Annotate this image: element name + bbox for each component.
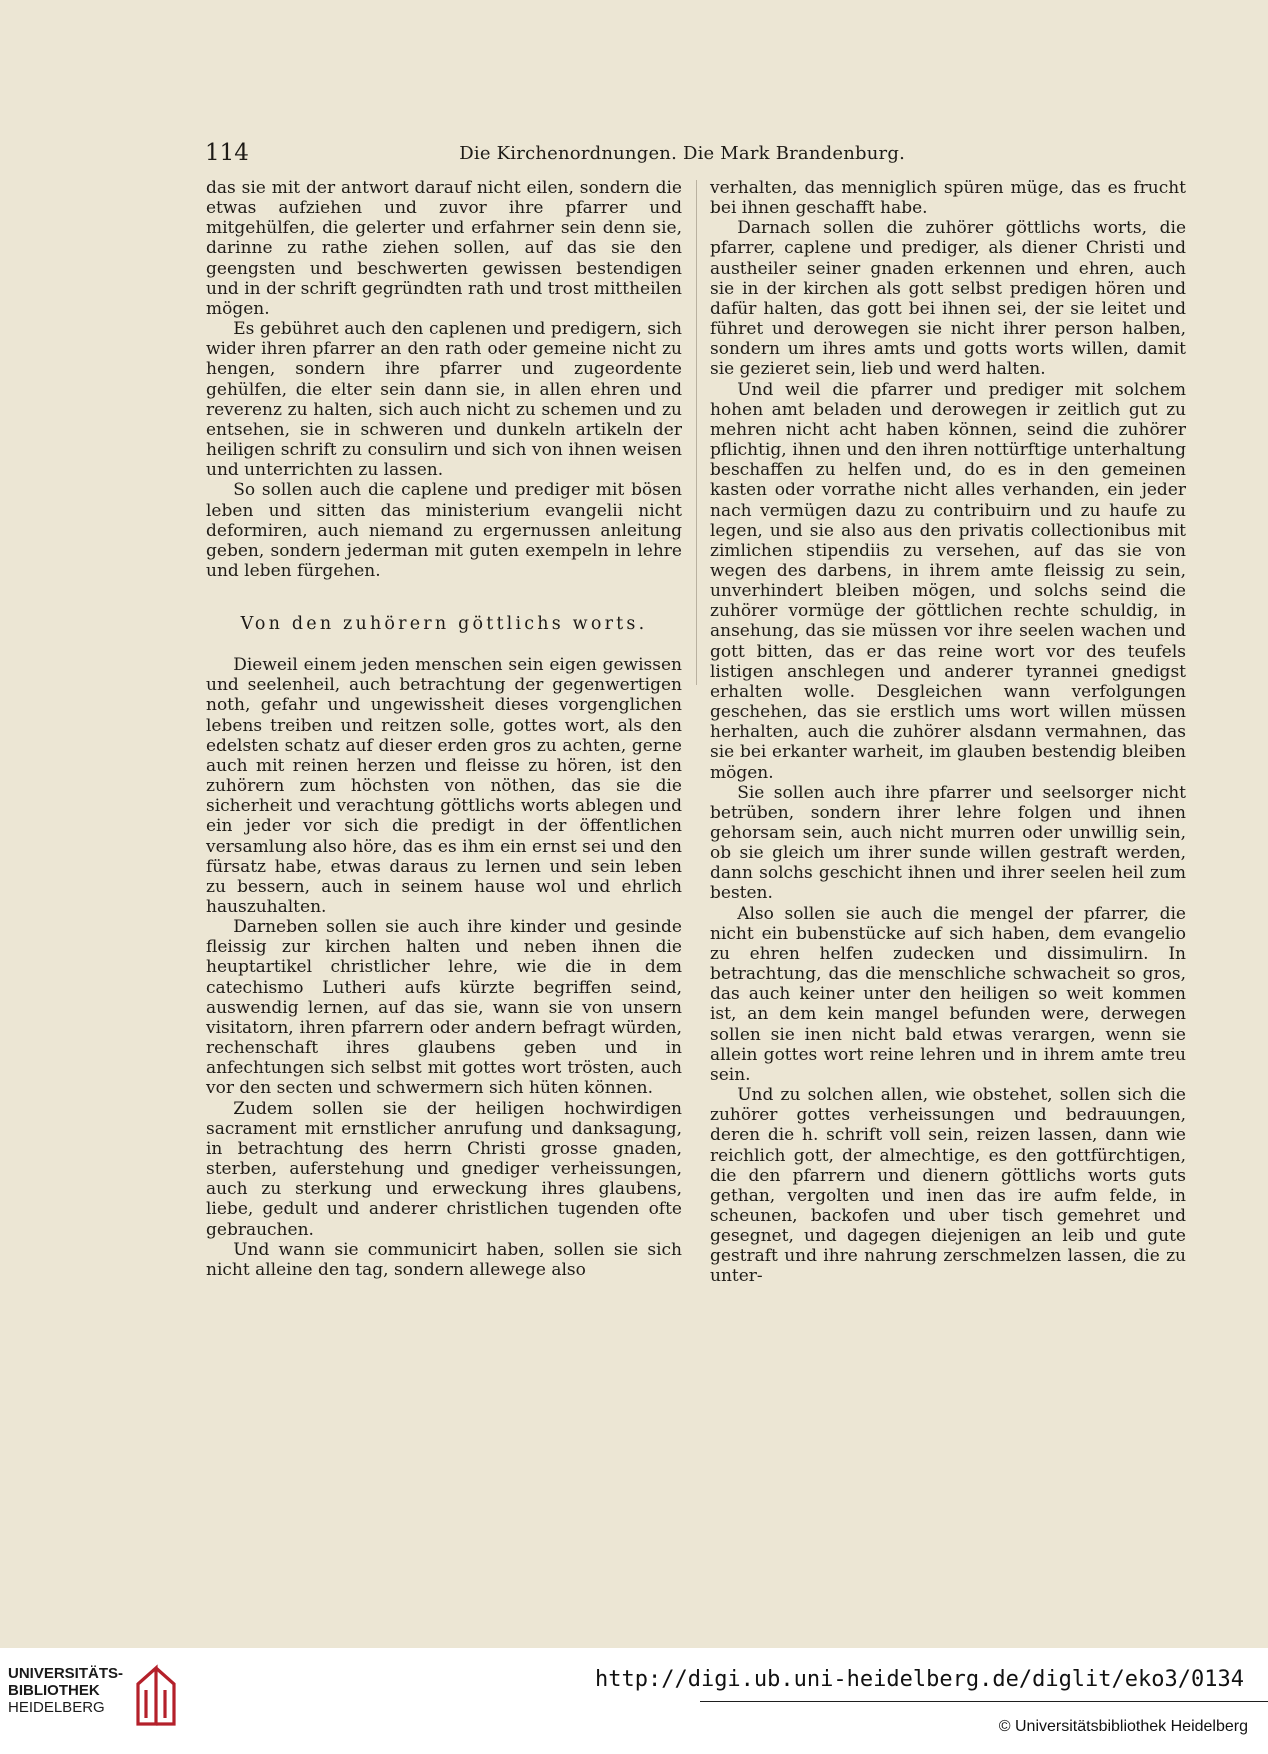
logo-line: UNIVERSITÄTS- [8, 1665, 124, 1682]
paragraph: So sollen auch die caplene und prediger mit bösen leben und sitten das ministerium evangelii nicht deformiren, auch niemand zu ergernussen anleitung geben, sondern jederman mit guten exempeln in lehre und leben fürgehen. [206, 480, 682, 581]
copyright-notice: © Universitätsbibliothek Heidelberg [998, 1718, 1248, 1735]
paragraph: Und zu solchen allen, wie obstehet, sollen sich die zuhörer gottes verheissungen und bedrauungen, deren die h. schrift voll sein, reizen lassen, dann wie reichlich gott, der almechtige, es den gottfürchtigen, die den pfarrern und dienern göttlichs worts guts gethan, vergolten und inen das ire aufm felde, in scheunen, backofen und uber tisch gemehret und gesegnet, und dagegen diejenigen an leib und gute gestraft und ihre nahrung zerschmelzen lassen, die zu unter- [710, 1085, 1186, 1287]
logo-line: HEIDELBERG [8, 1699, 105, 1716]
paragraph: das sie mit der antwort darauf nicht eilen, sondern die etwas aufziehen und zuvor ihre pfarrer und mitgehülfen, die gelerter und erfahrner sein denn sie, darinne zu rathe ziehen sollen, auf das sie den geengsten und beschwerten gewissen bestendigen und in der schrift gegründten rath und trost mittheilen mögen. [206, 178, 682, 319]
paragraph: verhalten, das menniglich spüren müge, das es frucht bei ihnen geschafft habe. [710, 178, 1186, 219]
paragraph: Darneben sollen sie auch ihre kinder und gesinde fleissig zur kirchen halten und neben ihnen die heuptartikel christlicher lehre, wie die in dem catechismo Lutheri aufs kürzte begriffen seind, auswendig lernen, auf das sie, wann sie von unsern visitatorn, ihren pfarrern oder andern befragt würden, rechenschaft ihres glaubens geben und in anfechtungen sich selbst mit gottes wort trösten, auch vor den secten und schwermern sich hüten können. [206, 917, 682, 1099]
paragraph: Also sollen sie auch die mengel der pfarrer, die nicht ein bubenstücke auf sich haben, dem evangelio zu ehren helfen zudecken und dissimulirn. In betrachtung, das die menschliche schwacheit so gros, das auch keiner unter den heiligen so weit kommen ist, an dem kein mangel befunden were, derwegen sollen sie inen nicht bald etwas verargen, wenn sie allein gottes wort reine lehren und in ihrem amte treu sein. [710, 903, 1186, 1085]
paragraph: Sie sollen auch ihre pfarrer und seelsorger nicht betrüben, sondern ihrer lehre folgen und ihnen gehorsam sein, auch nicht murren oder unwillig sein, ob sie gleich um ihrer sunde willen gestraft werden, dann solchs geschicht ihnen und ihrer seelen heil zum besten. [710, 782, 1186, 904]
footer-divider [700, 1701, 1268, 1702]
page-number: 114 [205, 140, 249, 166]
paragraph: Und weil die pfarrer und prediger mit solchem hohen amt beladen und derowegen ir zeitlich gut zu mehren nicht acht haben können, seind die zuhörer pflichtig, ihnen und den ihren nottürftige unterhaltung beschaffen zu helfen und, do es in den gemeinen kasten oder vorrathe nicht alles verhanden, ein jeder nach vermügen dazu zu contribuirn und zu haufe zu legen, und sie also aus den privatis collectionibus mit zimlichen stipendiis zu versehen, auf das sie von wegen des darbens, in ihrem amte fleissig zu sein, unverhindert bleiben mögen, und solchs seind die zuhörer vormüge der göttlichen rechte schuldig, in ansehung, das sie müssen vor ihre seelen wachen und gott bitten, das er das reine wort vor des teufels listigen anschlegen und anderer tyrannei gnedigst erhalten wolle. Desgleichen wann verfolgungen geschehen, das sie erstlich ums wort willen müssen herhalten, auch die zuhörer alsdann vermahnen, das sie bei erkanter warheit, im glauben bestendig bleiben mögen. [710, 379, 1186, 783]
page-header [205, 140, 905, 170]
paragraph: Und wann sie communicirt haben, sollen sie sich nicht alleine den tag, sondern allewege also [206, 1239, 682, 1280]
logo-line: BIBLIOTHEK [8, 1682, 100, 1699]
digitization-url-link[interactable]: http://digi.ub.uni-heidelberg.de/diglit/eko3/0134 [594, 1667, 1244, 1692]
right-column [710, 178, 1186, 1287]
paragraph: Darnach sollen die zuhörer göttlichs worts, die pfarrer, caplene und prediger, als diener Christi und austheiler seiner gnaden erkennen und ehren, auch sie in der kirchen als gott selbst predigen hören und dafür halten, das gott bei ihnen sei, der sie leitet und führet und derowegen sie nicht ihrer person halben, sondern um ihres amts und gotts worts willen, damit sie gezieret sein, lieb und werd halten. [710, 218, 1186, 380]
running-head: Die Kirchenordnungen. Die Mark Brandenburg. [459, 143, 905, 164]
section-heading: Von den zuhörern göttlichs worts. [240, 614, 648, 635]
left-column [206, 178, 682, 1280]
library-logo-icon[interactable] [134, 1662, 182, 1730]
paragraph: Es gebühret auch den caplenen und predigern, sich wider ihren pfarrer an den rath oder gemeine nicht zu hengen, sondern ihre pfarrer und zugeordente gehülfen, die elter sein dann sie, in allen ehren und reverenz zu halten, sich auch nicht zu schemen und zu entsehen, sie in schweren und dunkeln artikeln der heiligen schrift zu consulirn und sich von ihnen weisen und unterrichten zu lassen. [206, 319, 682, 481]
library-logo-text[interactable] [8, 1665, 128, 1716]
paragraph: Zudem sollen sie der heiligen hochwirdigen sacrament mit ernstlicher anrufung und danksagung, in betrachtung des herrn Christi grosse gnaden, sterben, auferstehung und gnediger verheissungen, auch zu sterkung und erweckung ihres glaubens, liebe, gedult und anderer christlichen tugenden ofte gebrauchen. [206, 1098, 682, 1240]
paragraph: Dieweil einem jeden menschen sein eigen gewissen und seelenheil, auch betrachtung der gegenwertigen noth, gefahr und ungewissheit dieses vorgenglichen lebens treiben und reitzen solle, gottes wort, als den edelsten schatz auf dieser erden gros zu achten, gerne auch mit reinen herzen und fleisse zu hören, ist den zuhörern zum höchsten von nöthen, das sie die sicherheit und verachtung göttlichs worts ablegen und ein jeder vor sich die predigt in der öffentlichen versamlung also höre, das es ihm ein ernst sei und den fürsatz habe, etwas daraus zu lernen und sein leben zu bessern, auch in seinem hause wol und ehrlich hauszuhalten. [206, 655, 682, 917]
column-divider [696, 180, 697, 685]
